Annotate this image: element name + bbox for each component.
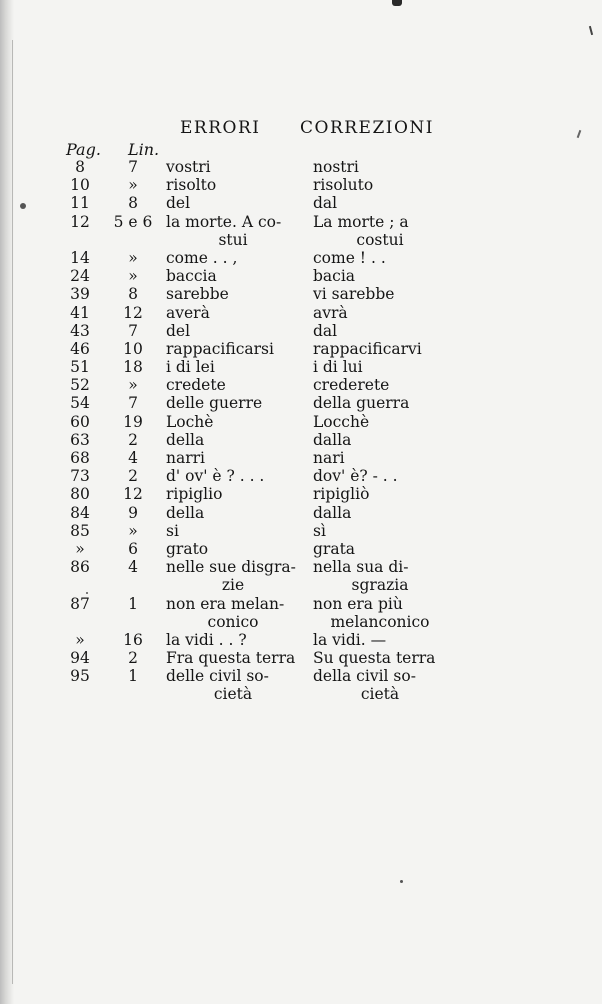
correction-text bbox=[313, 394, 447, 412]
page-number: 95 bbox=[70, 667, 90, 686]
error-text-line: nelle sue disgra- bbox=[166, 558, 296, 577]
correction-text bbox=[313, 376, 447, 394]
error-text bbox=[166, 158, 300, 176]
correction-text-line: non era più bbox=[313, 594, 403, 613]
error-text bbox=[166, 467, 300, 485]
errata-row bbox=[0, 322, 602, 340]
ink-speck bbox=[400, 880, 403, 883]
page-number: 87 bbox=[70, 594, 90, 613]
error-text-line: della bbox=[166, 503, 205, 522]
errata-row bbox=[0, 376, 602, 394]
correction-text bbox=[313, 285, 447, 303]
line-number: 8 bbox=[128, 285, 138, 304]
line-number: » bbox=[128, 521, 138, 540]
correction-text bbox=[313, 304, 447, 322]
correction-text-continuation: sgrazia bbox=[351, 576, 409, 595]
page-number: 52 bbox=[70, 376, 90, 395]
error-text bbox=[166, 340, 300, 358]
errata-row bbox=[0, 340, 602, 358]
correction-text bbox=[313, 631, 447, 649]
errata-row bbox=[0, 249, 602, 267]
correction-text-line: risoluto bbox=[313, 176, 374, 195]
page-number: 43 bbox=[70, 321, 90, 340]
error-text-line: la morte. A co- bbox=[166, 212, 282, 231]
error-text-line: del bbox=[166, 321, 191, 340]
line-number: 18 bbox=[123, 358, 143, 377]
errata-row bbox=[0, 504, 602, 522]
correction-text bbox=[313, 540, 447, 558]
error-text-line: risolto bbox=[166, 176, 217, 195]
correction-text bbox=[313, 558, 447, 594]
page-number: 39 bbox=[70, 285, 90, 304]
line-number: 7 bbox=[128, 321, 138, 340]
error-text-line: Lochè bbox=[166, 412, 214, 431]
page-number: 46 bbox=[70, 339, 90, 358]
error-text bbox=[166, 449, 300, 467]
errata-table bbox=[0, 158, 602, 704]
correction-text-line: crederete bbox=[313, 376, 390, 395]
error-text-line: delle civil so- bbox=[166, 667, 269, 686]
page-number: 85 bbox=[70, 521, 90, 540]
error-text-line: Fra questa terra bbox=[166, 649, 296, 668]
error-text-continuation: zie bbox=[221, 576, 245, 595]
error-text bbox=[166, 667, 300, 703]
correction-text-line: Locchè bbox=[313, 412, 370, 431]
page-number: 41 bbox=[70, 303, 90, 322]
correction-text-line: la vidi. — bbox=[313, 630, 387, 649]
correction-text-continuation: melanconico bbox=[330, 612, 430, 631]
line-number: 2 bbox=[128, 430, 138, 449]
page-number: 24 bbox=[70, 267, 90, 286]
page-number: 84 bbox=[70, 503, 90, 522]
correction-text-line: rappacificarvi bbox=[313, 339, 422, 358]
page-number: 80 bbox=[70, 485, 90, 504]
correction-text-line: sì bbox=[313, 521, 326, 540]
correction-text-line: dal bbox=[313, 194, 338, 213]
correction-text bbox=[313, 413, 447, 431]
error-text-line: della bbox=[166, 430, 205, 449]
ink-mark bbox=[589, 26, 593, 35]
page-number: » bbox=[75, 630, 85, 649]
correction-text-line: avrà bbox=[313, 303, 348, 322]
errata-row bbox=[0, 431, 602, 449]
correction-text-line: nostri bbox=[313, 158, 359, 176]
line-number: 4 bbox=[128, 449, 138, 468]
correction-text-line: bacia bbox=[313, 267, 356, 286]
correction-text bbox=[313, 249, 447, 267]
correction-text-continuation: costui bbox=[356, 230, 404, 249]
correction-text-line: dalla bbox=[313, 430, 352, 449]
errata-row bbox=[0, 449, 602, 467]
error-text bbox=[166, 267, 300, 285]
error-text bbox=[166, 540, 300, 558]
page-number: 54 bbox=[70, 394, 90, 413]
error-text-line: si bbox=[166, 521, 179, 540]
error-text bbox=[166, 649, 300, 667]
errata-row bbox=[0, 595, 602, 631]
error-text-line: baccia bbox=[166, 267, 217, 286]
page-number: 11 bbox=[70, 194, 90, 213]
error-text-line: sarebbe bbox=[166, 285, 229, 304]
errata-row bbox=[0, 413, 602, 431]
pag-column-header: Pag. bbox=[66, 140, 101, 159]
correction-text bbox=[313, 322, 447, 340]
correction-text-line: nari bbox=[313, 449, 345, 468]
correction-text-line: La morte ; a bbox=[313, 212, 409, 231]
correction-text bbox=[313, 194, 447, 212]
correction-text bbox=[313, 449, 447, 467]
error-text-continuation: stui bbox=[218, 230, 248, 249]
correction-text-line: dal bbox=[313, 321, 338, 340]
error-text-continuation: cietà bbox=[213, 685, 253, 704]
error-text bbox=[166, 213, 300, 249]
error-text bbox=[166, 376, 300, 394]
line-number: 6 bbox=[128, 539, 138, 558]
correction-text-line: della civil so- bbox=[313, 667, 416, 686]
error-text-line: ripiglio bbox=[166, 485, 223, 504]
line-number: 19 bbox=[123, 412, 143, 431]
page-number: 68 bbox=[70, 449, 90, 468]
line-number: 2 bbox=[128, 649, 138, 668]
page-number: 60 bbox=[70, 412, 90, 431]
line-number: » bbox=[128, 176, 138, 195]
correction-text-line: grata bbox=[313, 539, 356, 558]
lin-column-header: Lin. bbox=[128, 140, 160, 159]
error-text bbox=[166, 194, 300, 212]
errata-row bbox=[0, 467, 602, 485]
line-number: » bbox=[128, 376, 138, 395]
error-text bbox=[166, 176, 300, 194]
correction-text bbox=[313, 176, 447, 194]
errata-row bbox=[0, 558, 602, 594]
error-text-line: non era melan- bbox=[166, 594, 285, 613]
page-number: 12 bbox=[70, 212, 90, 231]
page-number: 8 bbox=[75, 158, 85, 176]
error-text bbox=[166, 558, 300, 594]
error-text bbox=[166, 631, 300, 649]
error-text bbox=[166, 322, 300, 340]
page-number: 14 bbox=[70, 248, 90, 267]
correction-text bbox=[313, 595, 447, 631]
error-text bbox=[166, 394, 300, 412]
line-number: 4 bbox=[128, 558, 138, 577]
correction-text-line: vi sarebbe bbox=[313, 285, 395, 304]
error-text bbox=[166, 285, 300, 303]
correction-text bbox=[313, 340, 447, 358]
correction-text-line: dalla bbox=[313, 503, 352, 522]
errata-row bbox=[0, 667, 602, 703]
page-number: 51 bbox=[70, 358, 90, 377]
error-text bbox=[166, 413, 300, 431]
correction-text bbox=[313, 213, 447, 249]
error-text-line: del bbox=[166, 194, 191, 213]
line-number: 12 bbox=[123, 303, 143, 322]
errata-row bbox=[0, 158, 602, 176]
correction-text-line: dov' è? - . . bbox=[313, 467, 398, 486]
error-text-line: grato bbox=[166, 539, 209, 558]
errori-heading: ERRORI bbox=[180, 118, 261, 138]
errata-row bbox=[0, 304, 602, 322]
correction-text bbox=[313, 467, 447, 485]
line-number: » bbox=[128, 248, 138, 267]
correction-text bbox=[313, 504, 447, 522]
error-text bbox=[166, 304, 300, 322]
line-number: 1 bbox=[128, 667, 138, 686]
error-text-line: la vidi . . ? bbox=[166, 630, 247, 649]
page-number: 86 bbox=[70, 558, 90, 577]
errata-row bbox=[0, 213, 602, 249]
correction-text-continuation: cietà bbox=[360, 685, 400, 704]
line-number: » bbox=[128, 267, 138, 286]
error-text-line: i di lei bbox=[166, 358, 215, 377]
correction-text-line: come ! . . bbox=[313, 248, 386, 267]
line-number: 1 bbox=[128, 594, 138, 613]
line-number: 2 bbox=[128, 467, 138, 486]
correction-text-line: ripigliò bbox=[313, 485, 370, 504]
correction-text bbox=[313, 431, 447, 449]
line-number: 7 bbox=[128, 394, 138, 413]
error-text-line: vostri bbox=[166, 158, 211, 176]
error-text bbox=[166, 522, 300, 540]
error-text-line: come . . , bbox=[166, 248, 238, 267]
errata-row bbox=[0, 485, 602, 503]
page-number: 73 bbox=[70, 467, 90, 486]
error-text-continuation: conico bbox=[207, 612, 259, 631]
error-text bbox=[166, 504, 300, 522]
page-number: 94 bbox=[70, 649, 90, 668]
line-number: 7 bbox=[128, 158, 138, 176]
error-text-line: delle guerre bbox=[166, 394, 263, 413]
page-number: 10 bbox=[70, 176, 90, 195]
error-text-line: credete bbox=[166, 376, 226, 395]
errata-row bbox=[0, 358, 602, 376]
page-number: » bbox=[75, 539, 85, 558]
correction-text bbox=[313, 158, 447, 176]
error-text bbox=[166, 595, 300, 631]
correction-text-line: i di lui bbox=[313, 358, 363, 377]
errata-row bbox=[0, 540, 602, 558]
errata-row bbox=[0, 631, 602, 649]
line-number: 12 bbox=[123, 485, 143, 504]
line-number: 5 e 6 bbox=[113, 212, 153, 231]
errata-row bbox=[0, 394, 602, 412]
error-text-line: rappacificarsi bbox=[166, 339, 274, 358]
errata-row bbox=[0, 194, 602, 212]
errata-row bbox=[0, 522, 602, 540]
line-number: 10 bbox=[123, 339, 143, 358]
correction-text bbox=[313, 267, 447, 285]
error-text-line: d' ov' è ? . . . bbox=[166, 467, 265, 486]
correction-text bbox=[313, 485, 447, 503]
ink-mark bbox=[392, 0, 402, 6]
error-text bbox=[166, 431, 300, 449]
correction-text-line: nella sua di- bbox=[313, 558, 409, 577]
error-text-line: averà bbox=[166, 303, 210, 322]
correzioni-heading: CORREZIONI bbox=[300, 118, 435, 138]
errata-row bbox=[0, 176, 602, 194]
line-number: 8 bbox=[128, 194, 138, 213]
error-text bbox=[166, 358, 300, 376]
correction-text bbox=[313, 667, 447, 703]
errata-row bbox=[0, 649, 602, 667]
errata-row bbox=[0, 267, 602, 285]
error-text bbox=[166, 249, 300, 267]
error-text-line: narri bbox=[166, 449, 205, 468]
correction-text-line: della guerra bbox=[313, 394, 410, 413]
ink-mark bbox=[577, 130, 582, 138]
correction-text-line: Su questa terra bbox=[313, 649, 436, 668]
line-number: 16 bbox=[123, 630, 143, 649]
page-number: 63 bbox=[70, 430, 90, 449]
correction-text bbox=[313, 358, 447, 376]
correction-text bbox=[313, 522, 447, 540]
errata-row bbox=[0, 285, 602, 303]
error-text bbox=[166, 485, 300, 503]
correction-text bbox=[313, 649, 447, 667]
line-number: 9 bbox=[128, 503, 138, 522]
